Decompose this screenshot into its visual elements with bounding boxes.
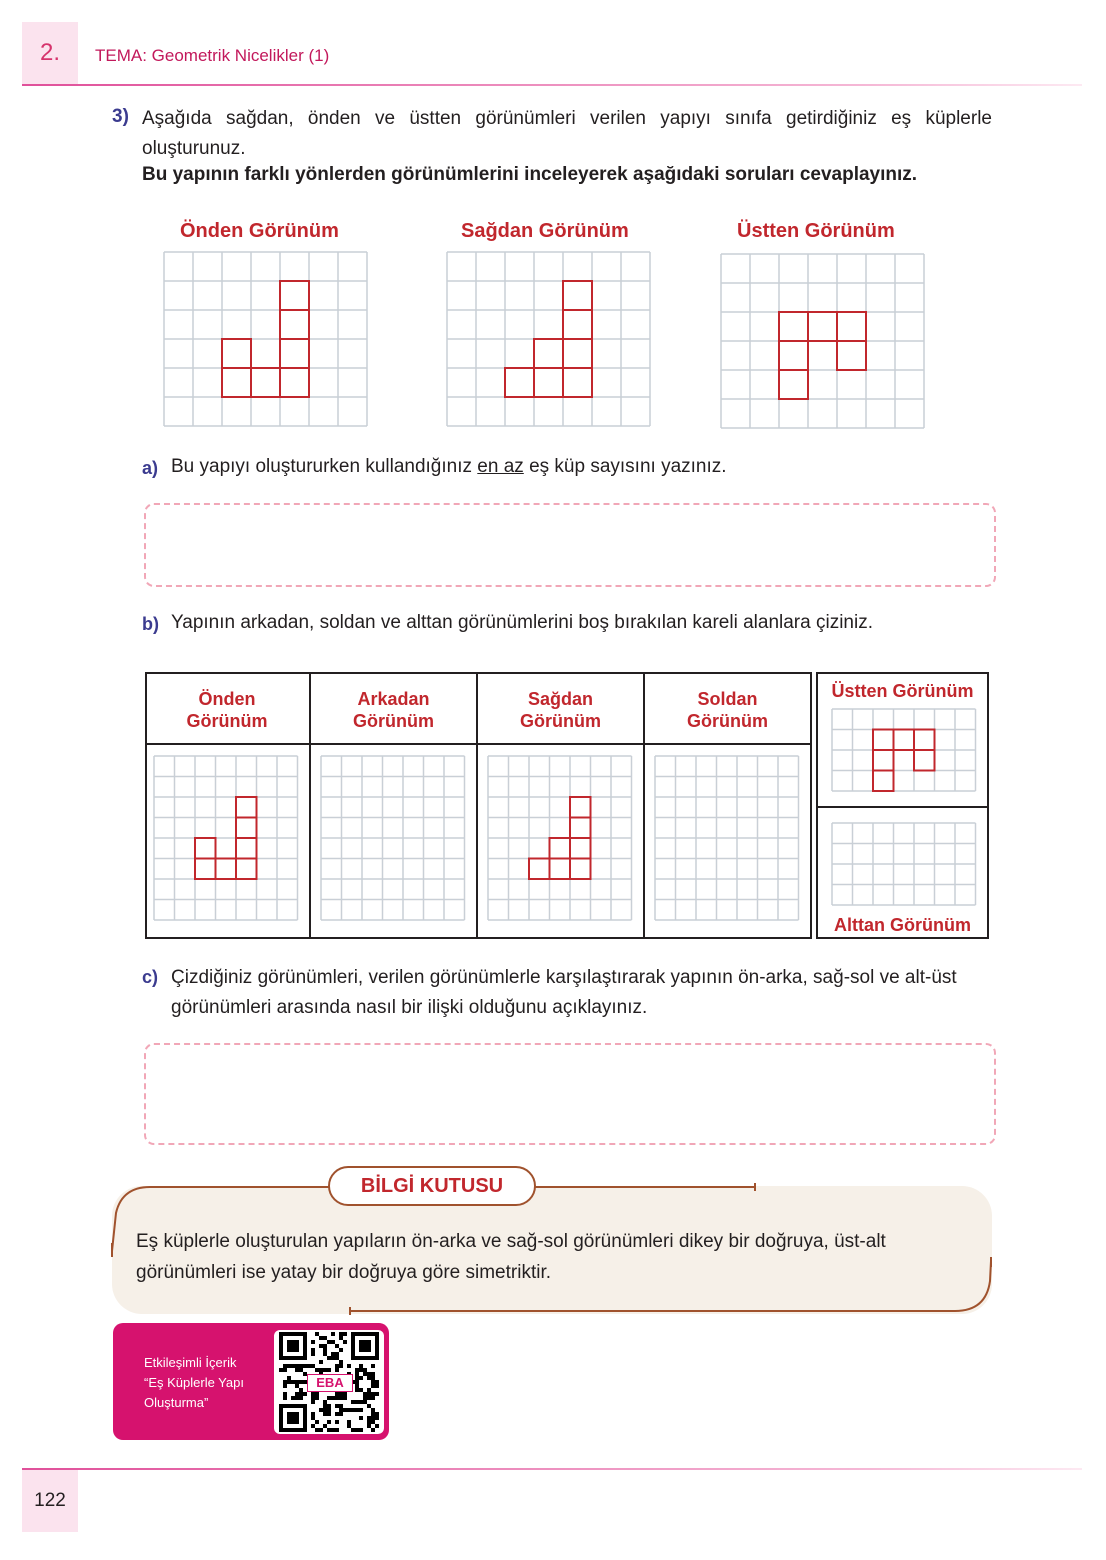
qr-module xyxy=(323,1336,327,1340)
qr-module xyxy=(295,1368,299,1372)
part-a-text xyxy=(171,456,727,478)
qr-module xyxy=(311,1392,315,1396)
qr-module xyxy=(311,1412,315,1416)
qr-module xyxy=(355,1388,359,1392)
cube-square xyxy=(779,341,808,370)
qr-module xyxy=(331,1356,335,1360)
qr-module xyxy=(311,1348,315,1352)
table-bottom-grid[interactable] xyxy=(832,823,982,913)
qr-module xyxy=(363,1368,367,1372)
qr-module xyxy=(367,1372,371,1376)
table-back-grid[interactable] xyxy=(321,756,471,926)
qr-module xyxy=(315,1396,319,1400)
qr-module xyxy=(283,1384,287,1388)
right-view-title: Sağdan Görünüm xyxy=(461,220,629,242)
header-divider xyxy=(22,84,1082,86)
part-c-label: c) xyxy=(142,967,159,987)
qr-module xyxy=(371,1420,375,1424)
table-head-front-line1: Önden xyxy=(198,689,256,709)
cube-square xyxy=(808,312,837,341)
qr-module xyxy=(359,1364,363,1368)
qr-module xyxy=(359,1388,363,1392)
qr-module xyxy=(323,1352,327,1356)
qr-module xyxy=(299,1364,303,1368)
qr-module xyxy=(295,1396,299,1400)
qr-module xyxy=(359,1428,363,1432)
qr-module xyxy=(335,1356,339,1360)
table-head-back xyxy=(311,688,476,732)
cube-square xyxy=(216,859,237,880)
cube-square xyxy=(563,310,592,339)
interactive-line1: Etkileşimli İçerik xyxy=(144,1355,237,1370)
table-head-left xyxy=(645,688,810,732)
cube-square xyxy=(236,838,257,859)
cube-square xyxy=(236,818,257,839)
qr-module xyxy=(375,1392,379,1396)
qr-module xyxy=(335,1404,339,1408)
qr-module xyxy=(355,1400,359,1404)
qr-module xyxy=(371,1380,375,1384)
cube-square xyxy=(563,368,592,397)
cube-square xyxy=(529,859,550,880)
qr-module xyxy=(347,1424,351,1428)
qr-module xyxy=(363,1392,367,1396)
part-a-label: a) xyxy=(142,458,159,478)
qr-module xyxy=(327,1404,331,1408)
cube-square xyxy=(894,730,915,751)
qr-module xyxy=(299,1396,303,1400)
qr-module xyxy=(371,1408,375,1412)
qr-module xyxy=(343,1408,347,1412)
qr-module xyxy=(351,1400,355,1404)
qr-code[interactable] xyxy=(274,1330,384,1434)
cube-square xyxy=(837,341,866,370)
part-a-text-after: eş küp sayısını yazınız. xyxy=(529,456,727,477)
qr-module xyxy=(339,1348,343,1352)
qr-module xyxy=(311,1400,315,1404)
qr-module xyxy=(307,1364,311,1368)
qr-module xyxy=(355,1380,359,1384)
table-header-divider xyxy=(145,743,812,745)
footer-divider xyxy=(22,1468,1082,1470)
qr-module xyxy=(339,1404,343,1408)
qr-module xyxy=(291,1364,295,1368)
qr-module xyxy=(327,1412,331,1416)
qr-module xyxy=(295,1364,299,1368)
qr-module xyxy=(331,1332,335,1336)
qr-module xyxy=(287,1364,291,1368)
qr-module xyxy=(319,1428,323,1432)
table-head-right-line2: Görünüm xyxy=(520,711,601,731)
cube-square xyxy=(505,368,534,397)
part-b-text: Yapının arkadan, soldan ve alttan görünümlerini boş bırakılan kareli alanlara çiziniz. xyxy=(171,612,873,633)
qr-module xyxy=(359,1416,363,1420)
qr-module xyxy=(335,1396,339,1400)
qr-module xyxy=(347,1364,351,1368)
qr-module xyxy=(339,1336,343,1340)
qr-module xyxy=(287,1380,291,1384)
qr-module xyxy=(347,1420,351,1424)
qr-module xyxy=(287,1376,291,1380)
table-top-grid xyxy=(832,709,982,799)
part-b-label: b) xyxy=(142,614,159,634)
qr-module xyxy=(315,1392,319,1396)
qr-module xyxy=(291,1380,295,1384)
qr-module xyxy=(367,1396,371,1400)
cube-square xyxy=(280,368,309,397)
cube-square xyxy=(280,281,309,310)
qr-module xyxy=(311,1364,315,1368)
qr-module xyxy=(371,1372,375,1376)
qr-module xyxy=(343,1392,347,1396)
answer-box-a[interactable] xyxy=(144,503,996,587)
qr-module xyxy=(323,1348,327,1352)
qr-module xyxy=(335,1364,339,1368)
qr-module xyxy=(315,1428,319,1432)
cube-square xyxy=(873,730,894,751)
qr-module xyxy=(335,1368,339,1372)
qr-module xyxy=(327,1408,331,1412)
qr-module xyxy=(335,1352,339,1356)
qr-module xyxy=(323,1408,327,1412)
answer-box-c[interactable] xyxy=(144,1043,996,1145)
qr-module xyxy=(323,1400,327,1404)
qr-module xyxy=(371,1416,375,1420)
qr-module xyxy=(375,1424,379,1428)
question-text: Aşağıda sağdan, önden ve üstten görünümleri verilen yapıyı sınıfa getirdiğiniz eş küplerle oluşturunuz. xyxy=(142,108,992,159)
qr-module xyxy=(367,1424,371,1428)
qr-module xyxy=(339,1360,343,1364)
qr-module xyxy=(359,1368,363,1372)
cube-square xyxy=(195,859,216,880)
cube-square xyxy=(779,312,808,341)
table-head-bottom: Alttan Görünüm xyxy=(834,915,971,935)
qr-module xyxy=(375,1384,379,1388)
chapter-number: 2. xyxy=(22,22,78,84)
cube-square xyxy=(873,750,894,771)
interactive-line3: Oluşturma” xyxy=(144,1395,209,1410)
qr-module xyxy=(315,1368,319,1372)
qr-module xyxy=(355,1372,359,1376)
qr-module xyxy=(335,1412,339,1416)
qr-module xyxy=(339,1412,343,1416)
cube-square xyxy=(563,281,592,310)
top-view-title: Üstten Görünüm xyxy=(737,220,895,242)
qr-module xyxy=(355,1428,359,1432)
qr-module xyxy=(327,1356,331,1360)
qr-module xyxy=(339,1332,343,1336)
qr-module xyxy=(315,1420,319,1424)
qr-module xyxy=(363,1400,367,1404)
qr-module xyxy=(355,1368,359,1372)
qr-module xyxy=(311,1416,315,1420)
qr-module xyxy=(375,1380,379,1384)
table-head-right-line1: Sağdan xyxy=(527,689,593,709)
qr-module xyxy=(371,1412,375,1416)
qr-module xyxy=(319,1344,323,1348)
part-a-text-before: Bu yapıyı oluştururken kullandığınız xyxy=(171,456,473,477)
qr-module xyxy=(371,1376,375,1380)
cube-square xyxy=(914,730,935,751)
top-view-grid xyxy=(721,254,925,428)
cube-square xyxy=(570,838,591,859)
qr-module xyxy=(299,1388,303,1392)
table-head-front-line2: Görünüm xyxy=(186,711,268,731)
qr-module xyxy=(371,1396,375,1400)
cube-square xyxy=(280,310,309,339)
qr-module xyxy=(331,1428,335,1432)
qr-module xyxy=(323,1404,327,1408)
qr-module xyxy=(323,1412,327,1416)
qr-module xyxy=(303,1364,307,1368)
qr-module xyxy=(331,1352,335,1356)
qr-module xyxy=(299,1380,303,1384)
front-view-grid xyxy=(164,252,368,426)
qr-module xyxy=(319,1408,323,1412)
cube-square xyxy=(222,339,251,368)
qr-module xyxy=(343,1340,347,1344)
page-number: 122 xyxy=(22,1470,78,1532)
cube-square xyxy=(236,859,257,880)
table-right-grid xyxy=(488,756,638,926)
info-box-title: BİLGİ KUTUSU xyxy=(328,1166,536,1206)
qr-module xyxy=(371,1384,375,1388)
qr-module xyxy=(371,1428,375,1432)
qr-module xyxy=(311,1340,315,1344)
qr-module xyxy=(331,1340,335,1344)
qr-module xyxy=(319,1360,323,1364)
qr-finder xyxy=(287,1340,299,1352)
qr-module xyxy=(339,1392,343,1396)
eba-logo: EBA xyxy=(307,1374,353,1392)
qr-module xyxy=(339,1364,343,1368)
theme-title: TEMA: Geometrik Nicelikler (1) xyxy=(95,46,330,65)
qr-module xyxy=(323,1368,327,1372)
qr-module xyxy=(311,1352,315,1356)
qr-module xyxy=(351,1428,355,1432)
cube-square xyxy=(534,368,563,397)
qr-module xyxy=(327,1368,331,1372)
cube-square xyxy=(534,339,563,368)
table-head-right xyxy=(478,688,643,732)
front-view-title: Önden Görünüm xyxy=(180,220,339,242)
qr-module xyxy=(283,1364,287,1368)
table-head-left-line1: Soldan xyxy=(697,689,758,709)
cube-square xyxy=(251,368,280,397)
qr-module xyxy=(291,1396,295,1400)
cube-square xyxy=(222,368,251,397)
cube-square xyxy=(837,312,866,341)
qr-module xyxy=(359,1408,363,1412)
qr-module xyxy=(367,1416,371,1420)
cube-square xyxy=(195,838,216,859)
qr-module xyxy=(319,1336,323,1340)
qr-module xyxy=(327,1428,331,1432)
qr-module xyxy=(367,1404,371,1408)
qr-module xyxy=(327,1396,331,1400)
qr-module xyxy=(363,1372,367,1376)
qr-module xyxy=(295,1392,299,1396)
cube-square xyxy=(550,859,571,880)
cube-square xyxy=(779,370,808,399)
qr-module xyxy=(343,1396,347,1400)
part-a-underlined: en az xyxy=(477,456,524,477)
interactive-line2: “Eş Küplerle Yapı xyxy=(144,1375,244,1390)
qr-finder xyxy=(287,1412,299,1424)
qr-module xyxy=(359,1400,363,1404)
qr-module xyxy=(335,1392,339,1396)
table-head-back-line1: Arkadan xyxy=(357,689,430,709)
cube-square xyxy=(563,339,592,368)
cube-square xyxy=(914,750,935,771)
qr-module xyxy=(283,1392,287,1396)
cube-square xyxy=(873,771,894,792)
interactive-content-text xyxy=(144,1353,264,1413)
qr-module xyxy=(283,1368,287,1372)
qr-module xyxy=(335,1420,339,1424)
qr-module xyxy=(323,1344,327,1348)
qr-module xyxy=(311,1396,315,1400)
question-number: 3) xyxy=(112,106,129,127)
table-head-left-line2: Görünüm xyxy=(687,711,768,731)
qr-module xyxy=(375,1412,379,1416)
table-front-grid xyxy=(154,756,304,926)
qr-module xyxy=(327,1420,331,1424)
qr-module xyxy=(315,1332,319,1336)
qr-module xyxy=(351,1408,355,1412)
right-view-grid xyxy=(447,252,651,426)
qr-module xyxy=(347,1408,351,1412)
cube-square xyxy=(570,818,591,839)
cube-square xyxy=(280,339,309,368)
qr-module xyxy=(371,1392,375,1396)
qr-finder xyxy=(359,1340,371,1352)
qr-module xyxy=(295,1380,299,1384)
qr-module xyxy=(327,1340,331,1344)
part-c-text: Çizdiğiniz görünümleri, verilen görünümlerle karşılaştırarak yapının ön-arka, sağ-sol ve alt-üst görünümleri arasında nasıl bir ilişki olduğunu açıklayınız. xyxy=(171,967,957,1018)
qr-module xyxy=(339,1396,343,1400)
table-head-back-line2: Görünüm xyxy=(353,711,434,731)
cube-square xyxy=(570,859,591,880)
qr-module xyxy=(331,1396,335,1400)
qr-module xyxy=(299,1368,303,1372)
cube-square xyxy=(570,797,591,818)
qr-module xyxy=(343,1332,347,1336)
qr-module xyxy=(319,1368,323,1372)
qr-module xyxy=(339,1408,343,1412)
qr-module xyxy=(299,1392,303,1396)
qr-module xyxy=(367,1420,371,1424)
qr-module xyxy=(367,1388,371,1392)
cube-square xyxy=(236,797,257,818)
qr-module xyxy=(283,1380,287,1384)
qr-module xyxy=(279,1368,283,1372)
qr-module xyxy=(375,1416,379,1420)
qr-module xyxy=(355,1384,359,1388)
qr-module xyxy=(363,1396,367,1400)
cube-square xyxy=(550,838,571,859)
table-left-grid[interactable] xyxy=(655,756,805,926)
qr-module xyxy=(295,1384,299,1388)
table-head-top: Üstten Görünüm xyxy=(831,681,974,701)
question-instruction: Bu yapının farklı yönlerden görünümlerini inceleyerek aşağıdaki soruları cevaplayınız. xyxy=(142,164,918,185)
qr-module xyxy=(335,1344,339,1348)
qr-module xyxy=(335,1428,339,1432)
info-box-text: Eş küplerle oluşturulan yapıların ön-arka ve sağ-sol görünümleri dikey bir doğruya, üst-alt görünümleri ise yatay bir doğruya göre simetriktir. xyxy=(136,1231,886,1283)
qr-module xyxy=(303,1392,307,1396)
qr-module xyxy=(355,1408,359,1412)
qr-module xyxy=(359,1376,363,1380)
qr-module xyxy=(371,1364,375,1368)
qr-module xyxy=(355,1376,359,1380)
qr-module xyxy=(367,1376,371,1380)
qr-module xyxy=(367,1392,371,1396)
qr-module xyxy=(323,1424,327,1428)
qr-module xyxy=(311,1424,315,1428)
qr-module xyxy=(283,1396,287,1400)
table-head-front xyxy=(145,688,309,732)
